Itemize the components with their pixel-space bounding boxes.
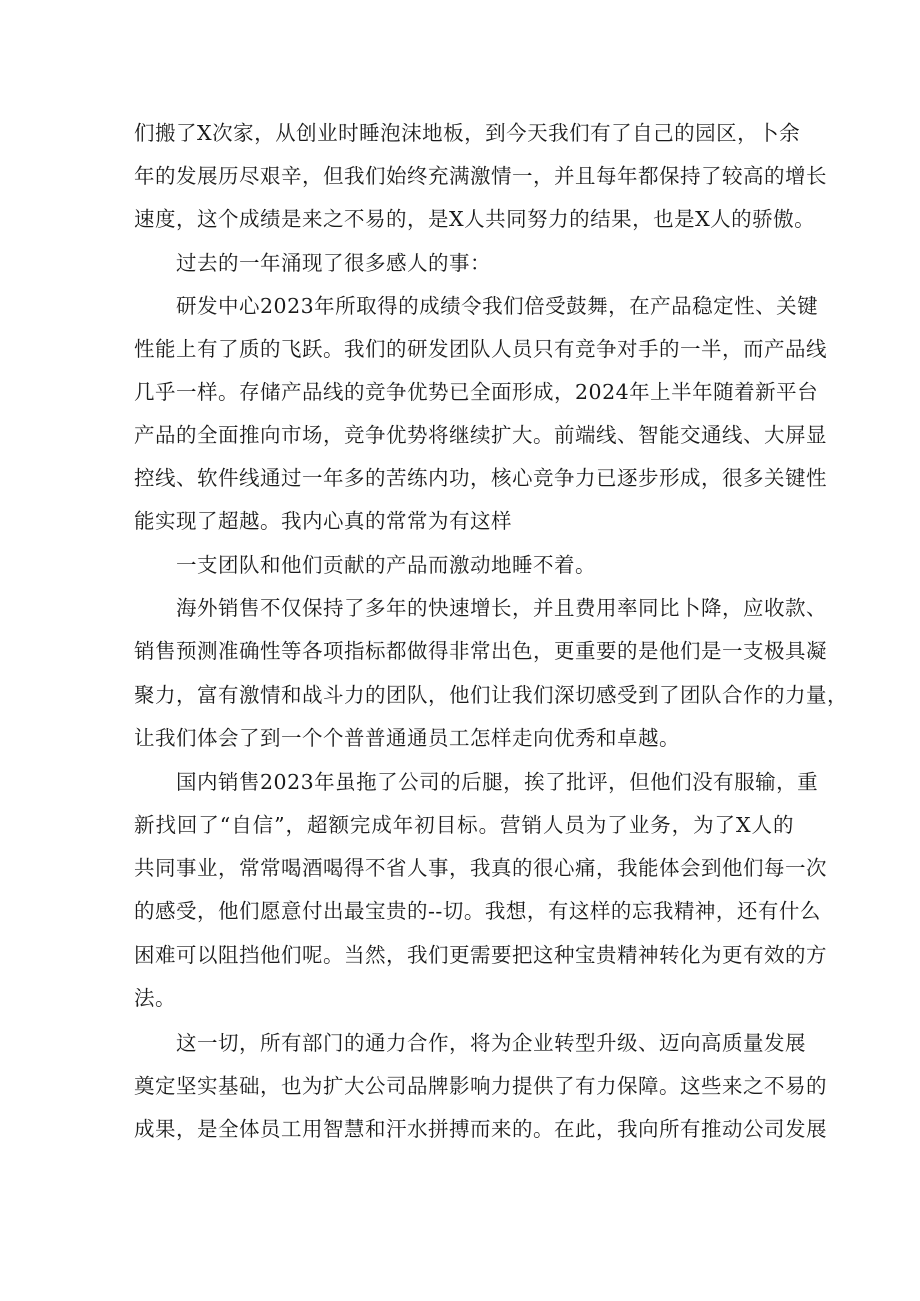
paragraph-7-line-3: 成果，是全体员工用智慧和汗水拼搏而来的。在此，我向所有推动公司发展 [134, 1117, 827, 1141]
paragraph-3-line-2: 性能上有了质的飞跃。我们的研发团队人员只有竞争对手的一半，而产品线 [134, 337, 827, 361]
paragraph-1-line-1: 们搬了X次家，从创业时睡泡沫地板，到今天我们有了自己的园区，卜余 [134, 121, 801, 145]
paragraph-6-line-4: 的感受，他们愿意付出最宝贵的--切。我想，有这样的忘我精神，还有什么 [134, 899, 821, 923]
paragraph-3-line-1: 研发中心2023年所取得的成绩令我们倍受鼓舞，在产品稳定性、关键 [176, 294, 819, 318]
paragraph-3-line-6: 能实现了超越。我内心真的常常为有这样 [134, 509, 512, 533]
paragraph-6-line-5: 困难可以阻挡他们呢。当然，我们更需要把这种宝贵精神转化为更有效的方 [134, 943, 827, 967]
paragraph-6-line-1: 国内销售2023年虽拖了公司的后腿，挨了批评，但他们没有服输，重 [176, 770, 819, 794]
paragraph-3-line-3: 几乎一样。存储产品线的竞争优势已全面形成，2024年上半年随着新平台 [134, 380, 819, 404]
paragraph-5-line-4: 让我们体会了到一个个普普通通员工怎样走向优秀和卓越。 [134, 726, 680, 750]
paragraph-3-line-4: 产品的全面推向市场，竞争优势将继续扩大。前端线、智能交通线、大屏显 [134, 423, 827, 447]
paragraph-5-line-2: 销售预测准确性等各项指标都做得非常出色，更重要的是他们是一支极具凝 [134, 639, 827, 663]
paragraph-4-line-1: 一支团队和他们贡献的产品而激动地睡不着。 [176, 553, 596, 577]
paragraph-6-line-2: 新找回了“自信”，超额完成年初目标。营销人员为了业务，为了X人的 [134, 813, 794, 837]
paragraph-5-line-3: 聚力，富有激情和战斗力的团队，他们让我们深切感受到了团队合作的力量， [134, 683, 848, 707]
paragraph-6-line-6: 法。 [134, 986, 176, 1010]
paragraph-3-line-5: 控线、软件线通过一年多的苦练内功，核心竞争力已逐步形成，很多关键性 [134, 466, 827, 490]
paragraph-1-line-2: 年的发展历尽艰辛，但我们始终充满激情一，并且每年都保持了较高的增长 [134, 164, 827, 188]
paragraph-5-line-1: 海外销售不仅保持了多年的快速增长，并且费用率同比卜降，应收款、 [176, 596, 827, 620]
paragraph-7-line-2: 奠定坚实基础，也为扩大公司品牌影响力提供了有力保障。这些来之不易的 [134, 1074, 827, 1098]
paragraph-6-line-3: 共同事业，常常喝酒喝得不省人事，我真的很心痛，我能体会到他们每一次 [134, 856, 827, 880]
paragraph-7-line-1: 这一切，所有部门的通力合作，将为企业转型升级、迈向高质量发展 [176, 1031, 806, 1055]
paragraph-1-line-3: 速度，这个成绩是来之不易的，是X人共同努力的结果，也是X人的骄傲。 [134, 207, 816, 231]
paragraph-2-line-1: 过去的一年涌现了很多感人的事： [176, 251, 491, 275]
